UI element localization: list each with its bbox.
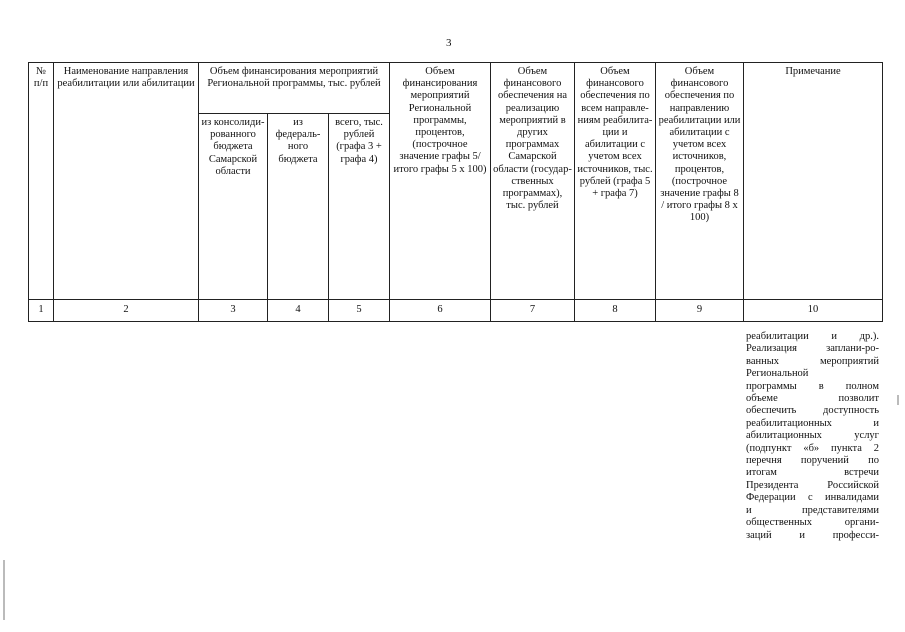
column-number-cell: 9 <box>656 300 744 322</box>
column-number-cell: 2 <box>54 300 199 322</box>
header-col10: Примечание <box>744 63 883 300</box>
header-col8: Объем финансового обеспечения по всем направле-ниям реабилита-ции и абилитации с учетом всех источников, тыс. рублей (графа 5 + графа 7) <box>575 63 656 300</box>
scan-edge-mark <box>897 395 899 405</box>
note-line: общественных органи- <box>746 517 879 529</box>
note-line: объеме позволит <box>746 393 879 405</box>
subheader-total: всего, тыс. рублей (графа 3 + графа 4) <box>329 114 390 300</box>
header-num: № п/п <box>29 63 54 300</box>
column-number-cell: 10 <box>744 300 883 322</box>
note-line: итогам встречи <box>746 467 879 479</box>
header-col6: Объем финансирования мероприятий Региональной программы, процентов, (построчное значение графы 5/ итого графы 5 х 100) <box>390 63 491 300</box>
scan-edge-mark <box>3 560 5 620</box>
note-line: Региональной <box>746 368 809 380</box>
note-line: Федерации с инвалидами <box>746 492 879 504</box>
column-number-cell: 8 <box>575 300 656 322</box>
note-line: реабилитации и др.). <box>746 331 879 342</box>
financing-table <box>28 62 883 322</box>
note-line: Реализация заплани-ро- <box>746 343 879 355</box>
column-number-cell: 5 <box>329 300 390 322</box>
header-financing-group: Объем финансирования мероприятий Региональной программы, тыс. рублей <box>199 63 390 114</box>
note-line: Президента Российской <box>746 479 879 491</box>
header-direction: Наименование направления реабилитации или абилитации <box>54 63 199 300</box>
header-col9: Объем финансового обеспечения по направлению реабилитации или абилитации с учетом всех источников, процентов, (построчное значение графы 8 / итого графы 8 х 100) <box>656 63 744 300</box>
note-line: ванных мероприятий <box>746 355 879 367</box>
subheader-consolidated: из консолиди-рованного бюджета Самарской области <box>199 114 268 300</box>
column-number-cell: 3 <box>199 300 268 322</box>
note-line: (подпункт «б» пункта 2 <box>746 442 879 454</box>
note-line: абилитационных услуг <box>746 430 879 442</box>
note-line: обеспечить доступность <box>746 405 879 417</box>
column-number-cell: 1 <box>29 300 54 322</box>
page-number: 3 <box>446 37 452 49</box>
column-number-cell: 7 <box>491 300 575 322</box>
header-col7: Объем финансового обеспечения на реализацию мероприятий в других программах Самарской области (государ-ственных программах), тыс. рублей <box>491 63 575 300</box>
note-line: перечня поручений по <box>746 455 879 467</box>
note-line: программы в полном <box>746 380 879 392</box>
note-line: заций и професси- <box>746 529 879 541</box>
subheader-federal: из федераль-ного бюджета <box>268 114 329 300</box>
note-line: реабилитационных и <box>746 417 879 429</box>
column-number-cell: 4 <box>268 300 329 322</box>
note-text <box>746 331 879 542</box>
column-number-cell: 6 <box>390 300 491 322</box>
note-line: и представителями <box>746 504 879 516</box>
